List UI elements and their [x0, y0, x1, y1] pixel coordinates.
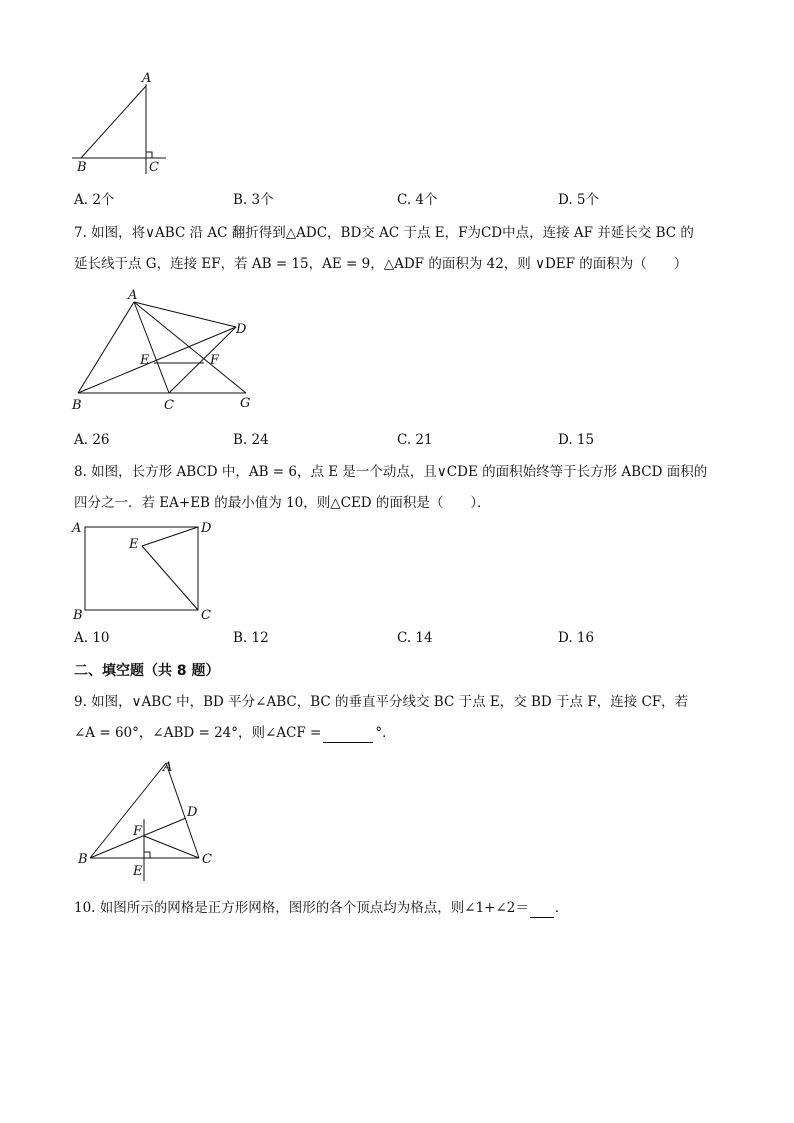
- label-c: C: [201, 608, 211, 623]
- q9-text-line1: 9. 如图，∨ABC 中，BD 平分∠ABC，BC 的垂直平分线交 BC 于点 E，交 BD 于点 F，连接 CF，若: [74, 694, 689, 710]
- label-a: A: [142, 71, 152, 86]
- q8-option-c[interactable]: C. 14: [397, 630, 433, 646]
- label-d: D: [201, 521, 212, 536]
- label-g: G: [240, 396, 251, 411]
- label-f: F: [210, 353, 220, 368]
- right-angle-mark: [144, 852, 150, 858]
- q6-option-b[interactable]: B. 3个: [233, 192, 274, 208]
- label-e: E: [140, 353, 150, 368]
- q8-text-line1: 8. 如图，长方形 ABCD 中，AB = 6，点 E 是一个动点，且∨CDE 的面积始终等于长方形 ABCD 面积的: [74, 464, 708, 480]
- q8-option-d[interactable]: D. 16: [558, 630, 595, 646]
- line-ab: [81, 86, 146, 158]
- q7-option-c[interactable]: C. 21: [397, 432, 433, 448]
- label-c: C: [202, 852, 212, 867]
- seg-ab: [78, 302, 134, 393]
- q10-text-post: ．: [554, 900, 569, 916]
- q9-triangle-figure: [72, 755, 222, 885]
- label-f: F: [133, 824, 143, 839]
- label-e: E: [133, 864, 143, 879]
- q10-answer-blank[interactable]: [530, 903, 554, 918]
- label-a: A: [72, 521, 82, 536]
- label-b: B: [73, 608, 83, 623]
- q10-text-pre: 10. 如图所示的网格是正方形网格，图形的各个顶点均为格点，则∠1+∠2＝: [74, 900, 529, 916]
- q8-option-b[interactable]: B. 12: [233, 630, 269, 646]
- q9-answer-blank[interactable]: [323, 728, 373, 743]
- q9-text-line2-post: °．: [375, 725, 396, 741]
- label-c: C: [164, 398, 174, 413]
- q6-triangle-figure: [66, 66, 176, 181]
- q6-option-d[interactable]: D. 5个: [558, 192, 600, 208]
- seg-fc: [144, 836, 199, 858]
- q10-text: [74, 898, 568, 918]
- label-a: A: [163, 760, 173, 775]
- q7-figure: [68, 285, 268, 415]
- label-b: B: [77, 160, 87, 175]
- q6-option-c[interactable]: C. 4个: [397, 192, 438, 208]
- q8-text-line2: 四分之一．若 EA+EB 的最小值为 10，则△CED 的面积是（ ）．: [74, 495, 491, 511]
- label-d: D: [187, 805, 198, 820]
- q9-text-line2-pre: ∠A = 60°，∠ABD = 24°，则∠ACF =: [74, 725, 322, 741]
- label-c: C: [149, 160, 159, 175]
- q8-option-a[interactable]: A. 10: [74, 630, 110, 646]
- q7-option-b[interactable]: B. 24: [233, 432, 269, 448]
- seg-ec: [142, 546, 198, 610]
- q7-option-a[interactable]: A. 26: [74, 432, 110, 448]
- rect-abcd: [85, 527, 198, 610]
- q7-text-line1: 7. 如图，将∨ABC 沿 AC 翻折得到△ADC，BD交 AC 于点 E，F为CD中点，连接 AF 并延长交 BC 的: [74, 225, 694, 241]
- seg-ab: [90, 763, 166, 858]
- seg-cd: [169, 327, 236, 393]
- label-b: B: [78, 852, 88, 867]
- q6-option-a[interactable]: A. 2个: [74, 192, 115, 208]
- section-heading-fill-in: 二、填空题（共 8 题）: [74, 663, 220, 679]
- label-a: A: [128, 288, 138, 303]
- seg-ed: [142, 527, 198, 546]
- label-d: D: [236, 322, 247, 337]
- label-b: B: [72, 398, 82, 413]
- label-e: E: [129, 537, 139, 552]
- q8-rectangle-figure: [68, 515, 228, 625]
- q7-text-line2: 延长线于点 G，连接 EF，若 AB = 15，AE = 9，△ADF 的面积为 42，则 ∨DEF 的面积为（ ）: [74, 256, 688, 272]
- right-angle-mark: [146, 152, 152, 158]
- q7-option-d[interactable]: D. 15: [558, 432, 595, 448]
- q9-text-line2: [74, 723, 396, 743]
